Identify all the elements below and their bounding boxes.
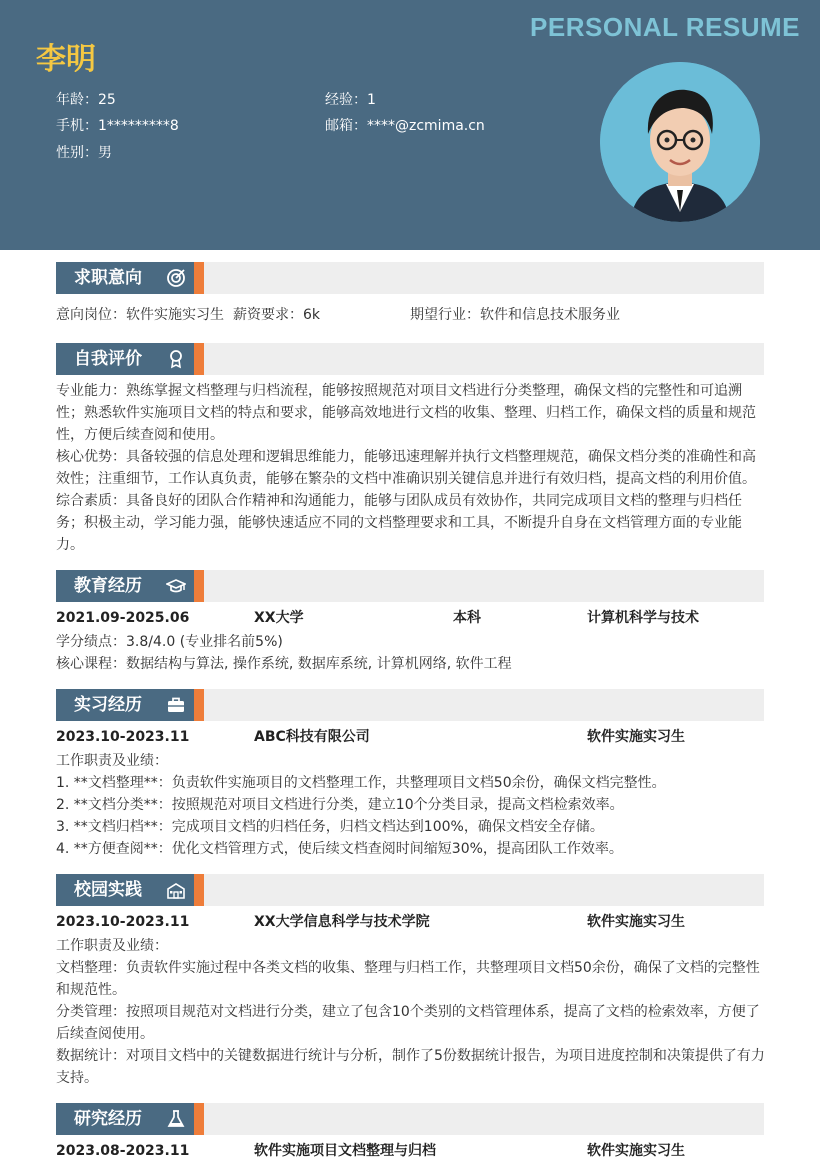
email-field: 邮箱：****@zcmima.cn	[325, 118, 485, 134]
intent-industry: 期望行业：软件和信息技术服务业	[410, 307, 620, 323]
education-major: 计算机科学与技术	[587, 610, 699, 626]
section-title: 研究经历	[56, 1103, 194, 1135]
resume-title: PERSONAL RESUME	[530, 12, 800, 42]
self-eval-strengths: 核心优势：具备较强的信息处理和逻辑思维能力，能够迅速理解并执行文档整理规范，确保文档分类的准确性和高效性；注重细节，工作认真负责，能够在繁杂的文档中准确识别关键信息并进行有效归档，提高文档的利用价值。	[56, 449, 756, 487]
research-period: 2023.08-2023.11	[56, 1143, 190, 1159]
campus-role: 软件实施实习生	[587, 914, 685, 930]
internship-item: 2. **文档分类**：按照规范对项目文档进行分类，建立10个分类目录，提高文档检索效率。	[56, 797, 624, 813]
internship-company: ABC科技有限公司	[254, 729, 370, 745]
internship-period: 2023.10-2023.11	[56, 729, 190, 745]
flask-icon	[166, 1109, 186, 1129]
section-header-education	[56, 570, 764, 602]
internship-duties-title: 工作职责及业绩：	[56, 753, 168, 769]
section-title: 教育经历	[56, 570, 194, 602]
resume-header	[0, 0, 820, 250]
intent-position: 意向岗位：软件实施实习生	[56, 307, 224, 323]
graduation-cap-icon	[166, 576, 186, 596]
section-accent	[194, 343, 204, 375]
campus-paragraph: 文档整理：负责软件实施过程中各类文档的收集、整理与归档工作，共整理项目文档50余份，确保了文档的完整性和规范性。	[56, 960, 760, 998]
profile-photo	[600, 62, 760, 222]
age-field: 年龄：25	[56, 92, 116, 108]
campus-period: 2023.10-2023.11	[56, 914, 190, 930]
education-period: 2021.09-2025.06	[56, 610, 190, 626]
gender-field: 性别：男	[56, 145, 112, 161]
section-header-internship	[56, 689, 764, 721]
education-school: XX大学	[254, 610, 304, 626]
experience-field: 经验：1	[325, 92, 376, 108]
section-header-intent	[56, 262, 764, 294]
section-title: 求职意向	[56, 262, 194, 294]
campus-duties-title: 工作职责及业绩：	[56, 938, 168, 954]
section-accent	[194, 874, 204, 906]
section-accent	[194, 262, 204, 294]
section-accent	[194, 689, 204, 721]
education-degree: 本科	[453, 610, 481, 626]
section-accent	[194, 1103, 204, 1135]
candidate-name: 李明	[36, 42, 96, 77]
section-accent	[194, 570, 204, 602]
section-title: 实习经历	[56, 689, 194, 721]
section-header-research	[56, 1103, 764, 1135]
section-title: 自我评价	[56, 343, 194, 375]
education-gpa: 学分绩点：3.8/4.0 (专业排名前5%)	[56, 634, 283, 650]
internship-item: 1. **文档整理**：负责软件实施项目的文档整理工作，共整理项目文档50余份，确保文档完整性。	[56, 775, 666, 791]
school-building-icon	[166, 880, 186, 900]
briefcase-icon	[166, 695, 186, 715]
campus-paragraph: 分类管理：按照项目规范对文档进行分类，建立了包含10个类别的文档管理体系，提高了文档的检索效率，方便了后续查阅使用。	[56, 1004, 760, 1042]
internship-role: 软件实施实习生	[587, 729, 685, 745]
target-icon	[166, 268, 186, 288]
internship-item: 3. **文档归档**：完成项目文档的归档任务，归档文档达到100%，确保文档安全存储。	[56, 819, 604, 835]
award-icon	[166, 349, 186, 369]
campus-org: XX大学信息科学与技术学院	[254, 914, 430, 930]
section-header-self-eval	[56, 343, 764, 375]
self-eval-qualities: 综合素质：具备良好的团队合作精神和沟通能力，能够与团队成员有效协作，共同完成项目文档的整理与归档任务；积极主动，学习能力强，能够快速适应不同的文档整理要求和工具，不断提升自身在文档管理方面的专业能力。	[56, 493, 742, 553]
internship-item: 4. **方便查阅**：优化文档管理方式，使后续文档查阅时间缩短30%，提高团队工作效率。	[56, 841, 623, 857]
campus-paragraph: 数据统计：对项目文档中的关键数据进行统计与分析，制作了5份数据统计报告，为项目进度控制和决策提供了有力支持。	[56, 1048, 765, 1086]
section-title: 校园实践	[56, 874, 194, 906]
phone-field: 手机：1*********8	[56, 118, 179, 134]
research-role: 软件实施实习生	[587, 1143, 685, 1159]
intent-salary: 薪资要求：6k	[233, 307, 321, 323]
section-header-campus	[56, 874, 764, 906]
research-project: 软件实施项目文档整理与归档	[254, 1143, 436, 1159]
education-courses: 核心课程：数据结构与算法, 操作系统, 数据库系统, 计算机网络, 软件工程	[56, 656, 512, 672]
self-eval-professional: 专业能力：熟练掌握文档整理与归档流程，能够按照规范对项目文档进行分类整理，确保文档的完整性和可追溯性；熟悉软件实施项目文档的特点和要求，能够高效地进行文档的收集、整理、归档工作，确保文档的质量和规范性，方便后续查阅和使用。	[56, 383, 756, 443]
